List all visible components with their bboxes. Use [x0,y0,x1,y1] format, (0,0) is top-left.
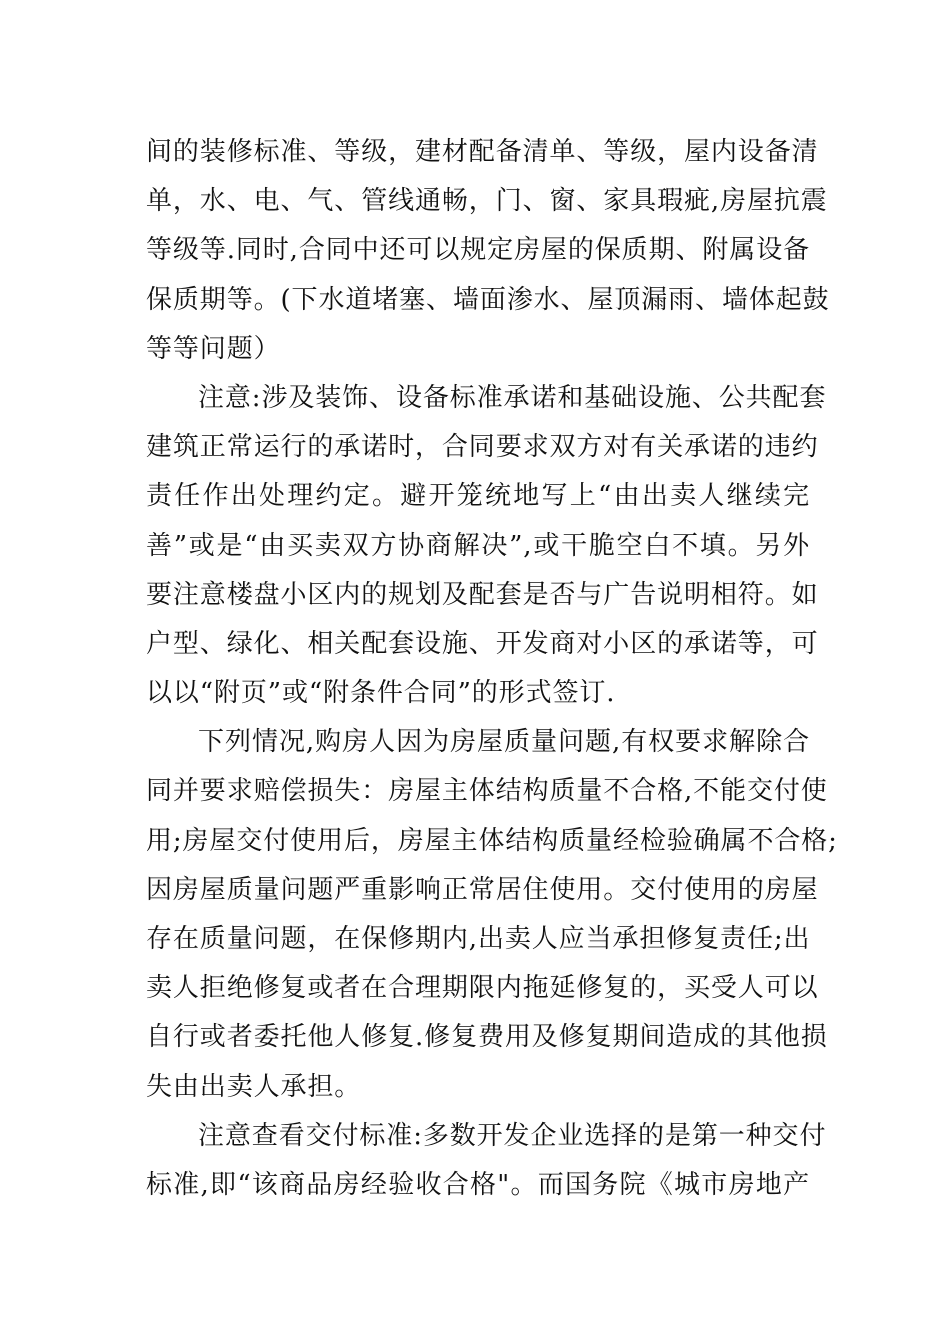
text-line: 保质期等。(下水道堵塞、墙面渗水、屋顶漏雨、墙体起鼓 [146,284,830,315]
text-line: 善”或是“由买卖双方协商解决”,或干脆空白不填。另外 [146,530,810,561]
paragraph-3 [146,718,838,1112]
text-line: 自行或者委托他人修复.修复费用及修复期间造成的其他损 [146,1022,828,1053]
text-line: 用;房屋交付使用后，房屋主体结构质量经检验确属不合格; [146,825,838,856]
text-line: 户型、绿化、相关配套设施、开发商对小区的承诺等，可 [146,628,819,659]
text-line: 注意查看交付标准:多数开发企业选择的是第一种交付 [198,1120,827,1151]
text-line: 间的装修标准、等级，建材配备清单、等级，屋内设备清 [146,137,819,167]
text-line: 建筑正常运行的承诺时，合同要求双方对有关承诺的违约 [146,432,819,463]
text-line: 因房屋质量问题严重影响正常居住使用。交付使用的房屋 [146,874,819,905]
text-line: 下列情况,购房人因为房屋质量问题,有权要求解除合 [198,727,810,758]
text-line: 存在质量问题，在保修期内,出卖人应当承担修复责任;出 [146,924,811,954]
text-line: 同并要求赔偿损失：房屋主体结构质量不合格,不能交付使 [146,776,828,807]
document-body [146,128,838,1210]
text-line: 以以“附页”或“附条件合同”的形式签订. [146,678,616,709]
text-line: 单，水、电、气、管线通畅，门、窗、家具瑕疵,房屋抗震 [146,186,828,217]
text-line: 要注意楼盘小区内的规划及配套是否与广告说明相符。如 [146,579,819,610]
text-line: 责任作出处理约定。避开笼统地写上“由出卖人继续完 [146,481,810,512]
text-line: 注意:涉及装饰、设备标准承诺和基础设施、公共配套 [198,382,827,413]
text-line: 卖人拒绝修复或者在合理期限内拖延修复的，买受人可以 [146,973,819,1004]
paragraph-1 [146,128,830,374]
text-line: 等等问题） [146,333,281,364]
text-line: 标准,即“该商品房经验收合格"。而国务院《城市房地产 [146,1169,810,1200]
paragraph-2 [146,374,827,718]
text-line: 等级等.同时,合同中还可以规定房屋的保质期、附属设备 [146,235,810,266]
text-line: 失由出卖人承担。 [146,1071,362,1102]
paragraph-4 [146,1112,827,1210]
